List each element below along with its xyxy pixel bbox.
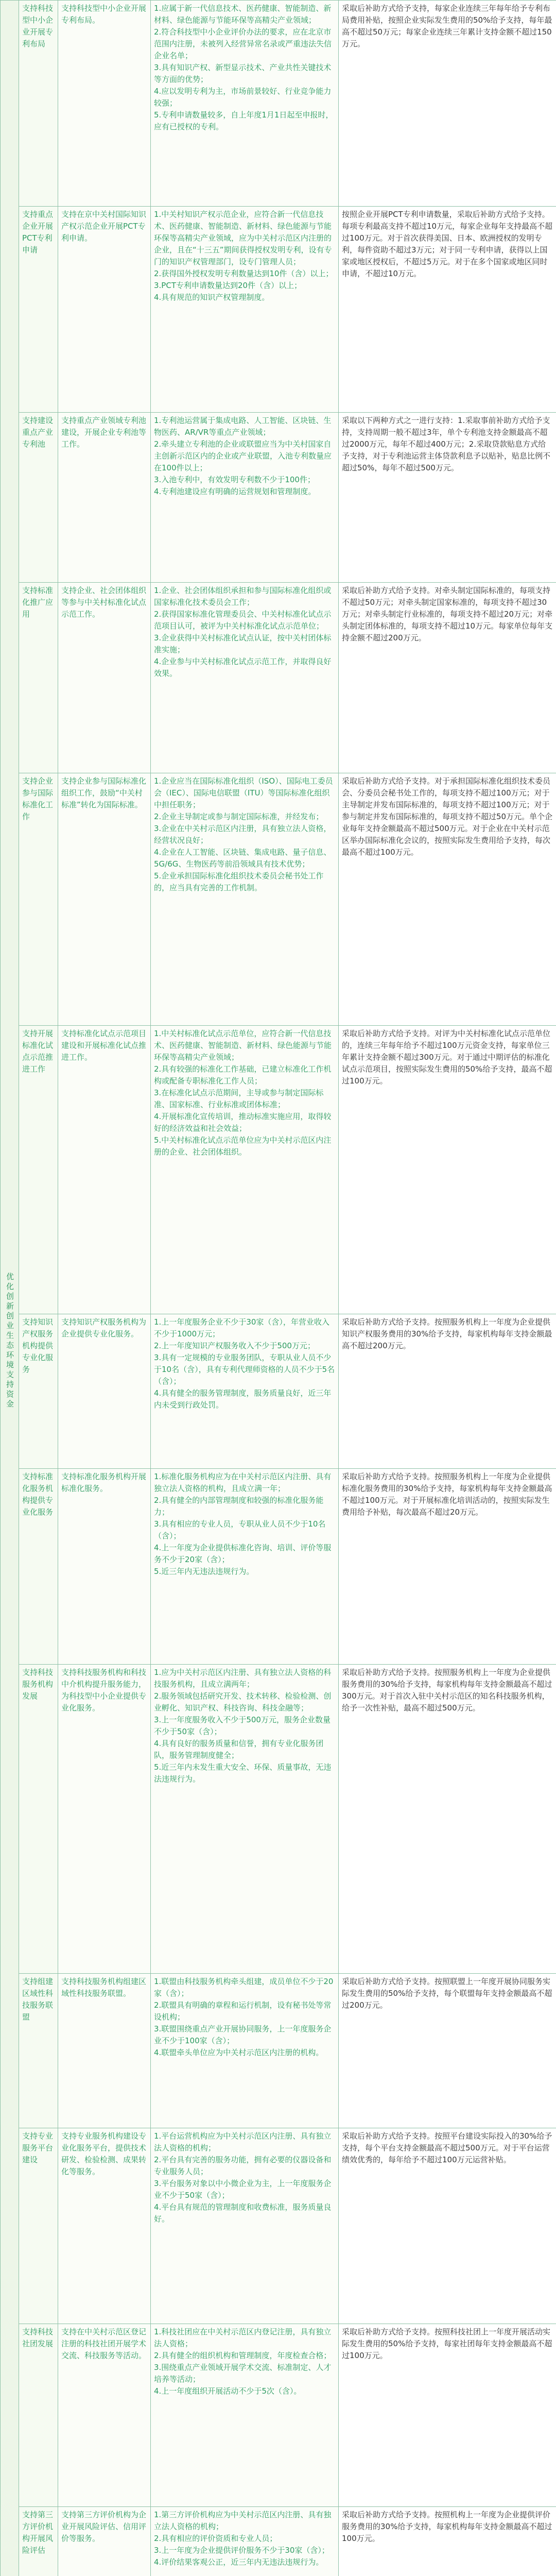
item-standard: 采取后补助方式给予支持。对于承担国际标准化组织技术委员会、分委员会秘书处工作的，每项支持不超过100万元；对于主导制定并发布国际标准的，每项支持不超过100万元；对于参与制定并发布国际标准的，每项支持不超过50万元。单个企业每年支持金额最高不超过500万元。对于企业在中关村示范区举办国际标准化会议的，按照实际发生费用给予支持，每次最高不超过100万元。 [339,773,556,1026]
item-conditions: 1.第三方评价机构应为中关村示范区内注册、具有独立法人资格的机构； 2.具有相应的评价资质和专业人员； 3.上一年度为企业提供评价服务不少于30家（含）； 4.评价结果客观公正，近三年内无违法违规行为。 [151,2507,339,2576]
item-name: 支持专业服务平台建设 [19,2128,58,2324]
item-standard: 采取后补助方式给予支持。按照服务机构上一年度为企业提供标准化服务费用的30%给予支持，每家机构每年支持金额最高不超过100万元。对于开展标准化培训活动的，按照实际发生费用给予补贴，每次最高不超过20万元。 [339,1469,556,1665]
item-name: 支持第三方评价机构开展风险评估 [19,2507,58,2576]
item-conditions: 1.联盟由科技服务机构牵头组建，成员单位不少于20家（含）； 2.联盟具有明确的章程和运行机制，设有秘书处等常设机构； 3.联盟围绕重点产业开展协同服务，上一年度服务企业不少于100家（含）； 4.联盟牵头单位应为中关村示范区内注册的机构。 [151,1974,339,2128]
item-content: 支持知识产权服务机构为企业提供专业化服务。 [58,1314,151,1469]
item-standard: 采取后补助方式给予支持。按照平台建设实际投入的30%给予支持，每个平台支持金额最高不超过500万元。对于平台运营绩效优秀的，每年给予不超过100万元运营补贴。 [339,2128,556,2324]
item-conditions: 1.上一年度服务企业不少于30家（含），年营业收入不少于1000万元； 2.上一年度知识产权服务收入不少于500万元； 3.具有一定规模的专业服务团队，专职从业人员不少于10名（含），具有专利代理师资格的人员不少于5名（含）； 4.具有健全的服务管理制度，服务质量良好，近三年内未受到行政处罚。 [151,1314,339,1469]
item-name: 支持知识产权服务机构提供专业化服务 [19,1314,58,1469]
item-content: 支持科技型中小企业开展专利布局。 [58,1,151,207]
item-standard: 按照企业开展PCT专利申请数量，采取后补助方式给予支持。每项专利最高支持不超过10万元，每家企业每年支持最高不超过100万元。对于首次获得美国、日本、欧洲授权的发明专利，每件资助不超过3万元；对于同一专利申请，获得以上国家或地区授权后，不超过5万元。对于在多个国家或地区同时申请，不超过10万元。 [339,207,556,413]
item-conditions: 1.应为中关村示范区内注册、具有独立法人资格的科技服务机构，且成立满两年； 2.服务领域包括研究开发、技术转移、检验检测、创业孵化、知识产权、科技咨询、科技金融等； 3.上一年度服务收入不少于500万元，服务企业数量不少于50家（含）； 4.具有良好的服务质量和信誉，拥有专业化服务团队，服务管理制度健全； 5.近三年内未发生重大安全、环保、质量事故，无违法违规行为。 [151,1665,339,1974]
item-standard: 采取后补助方式给予支持，每家企业连续三年每年给予专利布局费用补贴，按照企业实际发生费用的50%给予支持，每年最高不超过50万元；每家企业连续三年累计支持金额不超过150万元。 [339,1,556,207]
item-content: 支持标准化试点示范项目建设和开展标准化试点推进工作。 [58,1026,151,1314]
item-conditions: 1.中关村知识产权示范企业，应符合新一代信息技术、医药健康、智能制造、新材料、绿色能源与节能环保等高精尖产业领域，应为中关村示范区内注册的企业，且在“十三五”期间获得授权发明专利，设有专门的知识产权管理部门，设专门管理人员； 2.获得国外授权发明专利数量达到10件（含）以上； 3.PCT专利申请数量达到20件（含）以上； 4.具有规范的知识产权管理制度。 [151,207,339,413]
item-conditions: 1.企业应当在国际标准化组织（ISO）、国际电工委员会（IEC）、国际电信联盟（ITU）等国际标准化组织中担任职务； 2.企业主导制定或参与制定国际标准，并经发布； 3.企业在中关村示范区内注册，具有独立法人资格，经营状况良好； 4.企业在人工智能、区块链、集成电路、量子信息、5G/6G、生物医药等前沿领域具有技术优势； 5.企业承担国际标准化组织技术委员会秘书处工作的，应当具有完善的工作机制。 [151,773,339,1026]
item-content: 支持科技服务机构组建区域性科技服务联盟。 [58,1974,151,2128]
item-name: 支持企业参与国际标准化工作 [19,773,58,1026]
item-content: 支持标准化服务机构开展标准化服务。 [58,1469,151,1665]
item-content: 支持企业、社会团体组织等参与中关村标准化试点示范工作。 [58,583,151,773]
table-row [1,1974,556,2128]
item-content: 支持在中关村示范区登记注册的科技社团开展学术交流、科技服务等活动。 [58,2324,151,2507]
table-row [1,1026,556,1314]
table-row [1,2324,556,2507]
item-standard: 采取后补助方式给予支持。按照服务机构上一年度为企业提供服务费用的30%给予支持，每家机构每年支持金额最高不超过300万元。对于首次入驻中关村示范区的知名科技服务机构，给予一次性补贴，最高不超过500万元。 [339,1665,556,1974]
table-row [1,773,556,1026]
item-content: 支持专业服务机构建设专业化服务平台，提供技术研发、检验检测、成果转化等服务。 [58,2128,151,2324]
item-name: 支持重点企业开展PCT专利申请 [19,207,58,413]
table-body [1,1,556,2576]
table-row [1,1,556,207]
item-name: 支持科技社团发展 [19,2324,58,2507]
item-conditions: 1.中关村标准化试点示范单位，应符合新一代信息技术、医药健康、智能制造、新材料、绿色能源与节能环保等高精尖产业领域； 2.具有较强的标准化工作基础，已建立标准化工作机构或配备专职标准化工作人员； 3.在标准化试点示范期间，主导或参与制定国际标准、国家标准、行业标准或团体标准； 4.开展标准化宣传培训，推动标准实施应用，取得较好的经济效益和社会效益； 5.中关村标准化试点示范单位应为中关村示范区内注册的企业、社会团体组织。 [151,1026,339,1314]
item-content: 支持重点产业领域专利池建设，开展企业专利池等工作。 [58,413,151,583]
table-row [1,2128,556,2324]
item-conditions: 1.应属于新一代信息技术、医药健康、智能制造、新材料、绿色能源与节能环保等高精尖产业领域； 2.符合科技型中小企业评价办法的要求，应在北京市范围内注册，未被列入经营异常名录或严重违法失信企业名单； 3.具有知识产权、新型显示技术、产业共性关键技术等方面的优势； 4.应以发明专利为主，市场前景较好、行业竞争能力较强； 5.专利申请数量较多，自上年度1月1日起至申报时，应有已授权的专利。 [151,1,339,207]
item-conditions: 1.科技社团应在中关村示范区内登记注册，具有独立法人资格； 2.具有健全的组织机构和管理制度，年度检查合格； 3.围绕重点产业领域开展学术交流、标准制定、人才培养等活动； 4.上一年度组织开展活动不少于5次（含）。 [151,2324,339,2507]
item-standard: 采取后补助方式给予支持。按照联盟上一年度开展协同服务实际发生费用的50%给予支持，每个联盟每年支持金额最高不超过200万元。 [339,1974,556,2128]
table-row [1,1314,556,1469]
item-conditions: 1.企业、社会团体组织承担和参与国际标准化组织或国家标准化技术委员会工作； 2.获得国家标准化管理委员会、中关村标准化试点示范项目认可，被评为中关村标准化试点示范单位； 3.企业获得中关村标准化试点认证，按中关村团体标准实施； 4.企业参与中关村标准化试点示范工作，并取得良好效果。 [151,583,339,773]
category-label: 优化创新创业生态环境支持资金 [1,1,19,2576]
item-name: 支持标准化推广应用 [19,583,58,773]
item-name: 支持建设重点产业专利池 [19,413,58,583]
table-row [1,207,556,413]
item-content: 支持企业参与国际标准化组织工作，鼓励“中关村标准”转化为国际标准。 [58,773,151,1026]
item-conditions: 1.平台运营机构应为中关村示范区内注册、具有独立法人资格的机构； 2.平台具有完善的服务功能，拥有必要的仪器设备和专业服务人员； 3.平台服务对象以中小微企业为主，上一年度服务企业不少于50家（含）； 4.平台具有规范的管理制度和收费标准，服务质量良好。 [151,2128,339,2324]
item-name: 支持组建区域性科技服务联盟 [19,1974,58,2128]
item-standard: 采取后补助方式给予支持。按照机构上一年度为企业提供评价服务费用的30%给予支持，每家机构每年支持金额最高不超过100万元。 [339,2507,556,2576]
item-content: 支持第三方评价机构为企业开展风险评估、信用评价等服务。 [58,2507,151,2576]
item-name: 支持科技服务机构发展 [19,1665,58,1974]
item-name: 支持标准化服务机构提供专业化服务 [19,1469,58,1665]
item-standard: 采取后补助方式给予支持。对牵头制定国际标准的，每项支持不超过50万元；对牵头制定国家标准的，每项支持不超过30万元；对牵头制定行业标准的，每项支持不超过20万元；对牵头制定团体标准的，每项支持不超过10万元。每家单位每年支持金额不超过200万元。 [339,583,556,773]
item-conditions: 1.标准化服务机构应为在中关村示范区内注册、具有独立法人资格的机构，且成立满一年； 2.具有健全的内部管理制度和较强的标准化服务能力； 3.具有相应的专业人员，专职从业人员不少于10名（含）； 4.上一年度为企业提供标准化咨询、培训、评价等服务不少于20家（含）； 5.近三年内无违法违规行为。 [151,1469,339,1665]
item-content: 支持科技服务机构和科技中介机构提升服务能力，为科技型中小企业提供专业化服务。 [58,1665,151,1974]
item-conditions: 1.专利池运营属于集成电路、人工智能、区块链、生物医药、AR/VR等重点产业领域； 2.牵头建立专利池的企业或联盟应当为中关村国家自主创新示范区内的企业或产业联盟，入池专利数量应在100件以上； 3.入池专利中，有效发明专利数不少于100件； 4.专利池建设应有明确的运营规划和管理制度。 [151,413,339,583]
item-standard: 采取后补助方式给予支持。按照科技社团上一年度开展活动实际发生费用的50%给予支持，每家社团每年支持金额最高不超过100万元。 [339,2324,556,2507]
table-row [1,413,556,583]
table-row [1,2507,556,2576]
item-standard: 采取以下两种方式之一进行支持：1.采取事前补助方式给予支持，支持周期一般不超过3年，单个专利池支持金额最高不超过2000万元，每年不超过400万元；2.采取贷款贴息方式给予支持，对于专利池运营主体贷款利息予以贴补，贴息比例不超过50%，每年不超过500万元。 [339,413,556,583]
item-name: 支持开展标准化试点示范推进工作 [19,1026,58,1314]
table-row [1,583,556,773]
table-row [1,1469,556,1665]
item-name: 支持科技型中小企业开展专利布局 [19,1,58,207]
item-standard: 采取后补助方式给予支持。对评为中关村标准化试点示范单位的，连续三年每年给予不超过100万元资金支持，每家单位三年累计支持金额不超过300万元。对于通过中期评估的标准化试点示范项目，按照实际发生费用的50%给予支持，最高不超过100万元。 [339,1026,556,1314]
table-row [1,1665,556,1974]
item-standard: 采取后补助方式给予支持。按照服务机构上一年度为企业提供知识产权服务费用的30%给予支持，每家机构每年支持金额最高不超过200万元。 [339,1314,556,1469]
item-content: 支持在京中关村国际知识产权示范企业开展PCT专利申请。 [58,207,151,413]
